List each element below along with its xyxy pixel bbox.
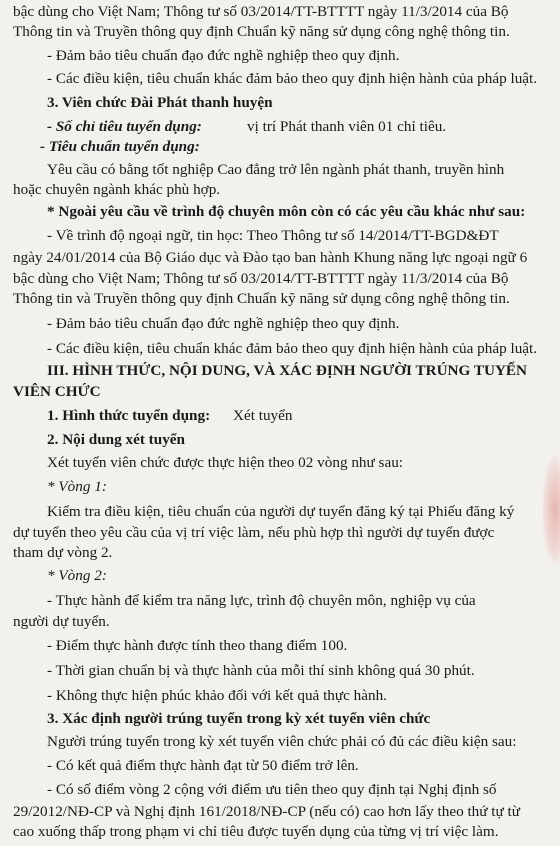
chapter-heading: III. HÌNH THỨC, NỘI DUNG, VÀ XÁC ĐỊNH NGƯỜI TRÚNG TUYỂN <box>47 362 528 380</box>
field-value: Xét tuyển <box>233 407 293 425</box>
subsection-heading: * Ngoài yêu cầu về trình độ chuyên môn còn có các yêu cầu khác như sau: <box>47 203 526 221</box>
text-line: - Không thực hiện phúc khảo đối với kết quả thực hành. <box>47 687 387 705</box>
field-value: vị trí Phát thanh viên 01 chỉ tiêu. <box>247 117 447 135</box>
field-label: - Tiêu chuẩn tuyển dụng: <box>40 137 200 155</box>
section-heading: 3. Viên chức Đài Phát thanh huyện <box>47 94 273 112</box>
seal-stamp-fragment <box>542 455 560 565</box>
text-line: cao xuống thấp trong phạm vi chỉ tiêu được tuyển dụng của từng vị trí việc làm. <box>13 823 499 840</box>
section-heading: 1. Hình thức tuyển dụng: <box>47 407 211 425</box>
section-heading: 2. Nội dung xét tuyển <box>47 430 185 448</box>
round-label: * Vòng 2: <box>47 567 107 585</box>
text-line: ngày 24/01/2014 của Bộ Giáo dục và Đào tạo ban hành Khung năng lực ngoại ngữ 6 <box>13 248 528 266</box>
text-line: - Về trình độ ngoại ngữ, tin học: Theo Thông tư số 14/2014/TT-BGD&ĐT <box>47 227 499 245</box>
text-line: bậc dùng cho Việt Nam; Thông tư số 03/2014/TT-BTTTT ngày 11/3/2014 của Bộ <box>13 269 509 287</box>
text-line: - Các điều kiện, tiêu chuẩn khác đảm bảo theo quy định hiện hành của pháp luật. <box>47 70 538 88</box>
text-line: tham dự vòng 2. <box>13 544 113 562</box>
text-line: - Có kết quả điểm thực hành đạt từ 50 điểm trở lên. <box>47 756 359 774</box>
text-line: Kiểm tra điều kiện, tiêu chuẩn của người dự tuyển đăng ký tại Phiếu đăng ký <box>47 502 515 520</box>
round-label: * Vòng 1: <box>47 477 107 495</box>
text-line: - Các điều kiện, tiêu chuẩn khác đảm bảo theo quy định hiện hành của pháp luật. <box>47 340 538 358</box>
text-line: 29/2012/NĐ-CP và Nghị định 161/2018/NĐ-CP (nếu có) cao hơn lấy theo thứ tự từ <box>13 802 521 820</box>
text-line: - Thời gian chuẩn bị và thực hành của mỗi thí sinh không quá 30 phút. <box>47 662 475 680</box>
text-line: Người trúng tuyển trong kỳ xét tuyển viên chức phải có đủ các điều kiện sau: <box>47 733 517 751</box>
text-line: Xét tuyển viên chức được thực hiện theo 02 vòng như sau: <box>47 453 404 471</box>
chapter-heading: VIÊN CHỨC <box>13 383 101 401</box>
text-line: - Điểm thực hành được tính theo thang điểm 100. <box>47 637 348 655</box>
field-label: - Số chỉ tiêu tuyển dụng: <box>47 117 202 135</box>
text-line: dự tuyển theo yêu cầu của vị trí việc làm, nếu phù hợp thì người dự tuyển được <box>13 523 495 541</box>
text-line: bậc dùng cho Việt Nam; Thông tư số 03/2014/TT-BTTTT ngày 11/3/2014 của Bộ <box>13 3 509 20</box>
text-line: Thông tin và Truyền thông quy định Chuẩn kỹ năng sử dụng công nghệ thông tin. <box>13 23 510 41</box>
text-line: Yêu cầu có bằng tốt nghiệp Cao đẳng trở lên ngành phát thanh, truyền hình <box>47 160 505 178</box>
text-line: - Đảm bảo tiêu chuẩn đạo đức nghề nghiệp theo quy định. <box>47 315 400 333</box>
text-line: hoặc chuyên ngành khác phù hợp. <box>13 181 221 199</box>
text-line: - Đảm bảo tiêu chuẩn đạo đức nghề nghiệp theo quy định. <box>47 47 400 65</box>
text-line: - Có số điểm vòng 2 cộng với điểm ưu tiên theo quy định tại Nghị định số <box>47 781 497 799</box>
text-line: Thông tin và Truyền thông quy định Chuẩn kỹ năng sử dụng công nghệ thông tin. <box>13 290 510 308</box>
section-heading: 3. Xác định người trúng tuyển trong kỳ xét tuyển viên chức <box>47 710 431 728</box>
text-line: - Thực hành để kiểm tra năng lực, trình độ chuyên môn, nghiệp vụ của <box>47 592 476 610</box>
text-line: người dự tuyển. <box>13 613 110 631</box>
